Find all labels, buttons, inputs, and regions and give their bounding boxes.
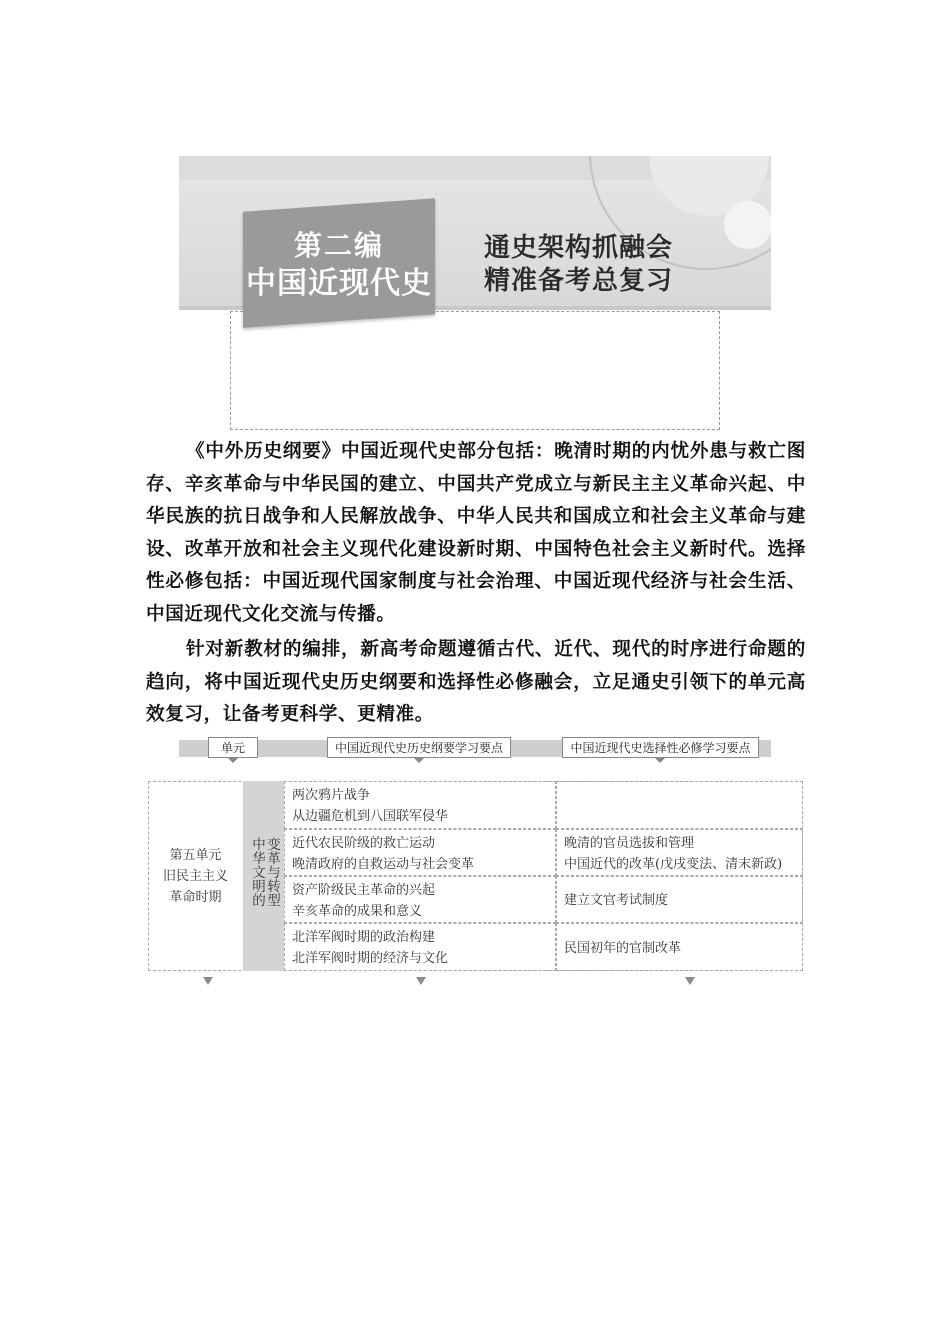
banner-decor-circle (724, 201, 771, 249)
down-arrow-icon (203, 977, 213, 985)
empty-dashed-box (230, 311, 720, 430)
elective-cell (556, 876, 803, 923)
intro-paragraph: 《中外历史纲要》中国近现代史部分包括：晚清时期的内忧外患与救亡图存、辛亥革命与中华民国的建立、中国共产党成立与新民主主义革命兴起、中华民族的抗日战争和人民解放战争、中华人民共和国成立和社会主义革命与建设、改革开放和社会主义现代化建设新时期、中国特色社会主义新时代。选择性必修包括：中国近现代国家制度与社会治理、中国近现代经济与社会生活、中国近现代文化交流与传播。 (146, 441, 806, 625)
outline-item: 辛亥革命的成果和意义 (292, 903, 423, 919)
elective-cell (556, 781, 803, 829)
outline-item: 近代农民阶级的救亡运动 (292, 835, 436, 851)
header-pointer (654, 757, 666, 763)
elective-cell (556, 923, 803, 971)
down-arrow-icon (416, 977, 426, 985)
outline-cell (284, 923, 556, 971)
header-pointer (413, 757, 425, 763)
header-pointer (227, 757, 239, 763)
elective-item: 中国近代的改革(戊戌变法、清末新政) (564, 856, 783, 872)
strategy-paragraph: 针对新教材的编排，新高考命题遵循古代、近代、现代的时序进行命题的趋向，将中国近现代史历史纲要和选择性必修融会，立足通史引领下的单元高效复习，让备考更科学、更精准。 (146, 639, 806, 725)
outline-item: 两次鸦片战争 (292, 788, 371, 803)
outline-cell (284, 829, 556, 876)
elective-item: 建立文官考试制度 (564, 893, 669, 908)
slogan-line-1: 通史架构抓融会 (484, 233, 674, 263)
outline-item: 北洋军阀时期的经济与文化 (292, 951, 449, 966)
slogan-line-2: 精准备考总复习 (484, 266, 674, 296)
elective-item: 民国初年的官制改革 (564, 940, 682, 956)
outline-item: 从边疆危机到八国联军侵华 (292, 809, 449, 824)
header-unit: 单元 (208, 737, 258, 758)
banner-slogan (484, 232, 673, 298)
unit-line: 旧民主主义 (162, 868, 228, 884)
theme-col-right: 变革与转型 (267, 837, 281, 909)
outline-item: 北洋军阀时期的政治构建 (292, 930, 436, 945)
elective-cell (556, 829, 803, 876)
theme-col-left: 中华文明的 (252, 837, 266, 909)
unit-cell (148, 781, 243, 971)
header-elective: 中国近现代史选择性必修学习要点 (562, 737, 759, 758)
elective-item: 晚清的官员选拔和管理 (564, 835, 695, 851)
outline-item: 晚清政府的自救运动与社会变革 (292, 856, 475, 872)
part-label: 第二编 (293, 229, 384, 262)
unit-line: 革命时期 (169, 889, 222, 905)
down-arrow-icon (685, 977, 695, 985)
outline-cell (284, 876, 556, 923)
unit-line: 第五单元 (169, 847, 222, 863)
part-heading (243, 228, 435, 304)
outline-cell (284, 781, 556, 829)
header-outline: 中国近现代史历史纲要学习要点 (327, 737, 511, 758)
part-title: 中国近现代史 (246, 266, 432, 301)
outline-item: 资产阶级民主革命的兴起 (292, 882, 436, 898)
